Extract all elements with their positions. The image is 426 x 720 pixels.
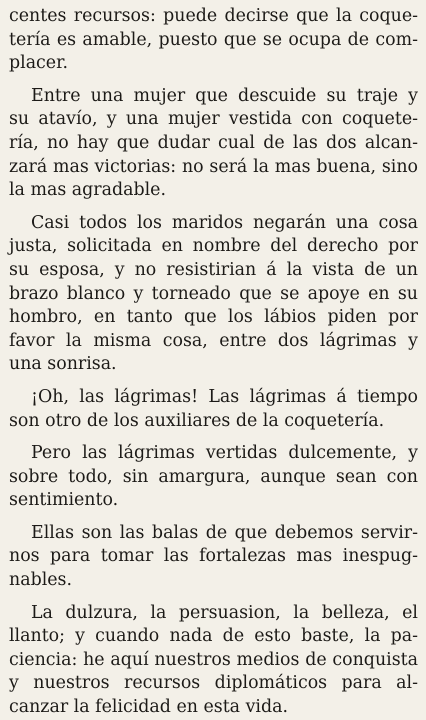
text-line: nos para tomar las fortalezas mas inespug- — [9, 546, 418, 567]
text-line: ¡Oh, las lágrimas! Las lágrimas á tiempo — [31, 386, 418, 407]
text-line: brazo blanco y torneado que se apoye en su — [9, 283, 418, 304]
text-line: sobre todo, sin amargura, aunque sean con — [9, 466, 418, 487]
text-line: ría, no hay que dudar cual de las dos alcan- — [9, 132, 418, 153]
paragraph-4 — [9, 386, 418, 433]
text-line: la mas agradable. — [9, 180, 166, 201]
text-line: llanto; y cuando nada de esto baste, la pa- — [9, 626, 418, 647]
text-line: placer. — [9, 53, 69, 74]
text-line: zará mas victorias: no será la mas buena, sino — [9, 156, 418, 177]
text-line: hombro, en tanto que los lábios piden por — [9, 307, 418, 328]
paragraph-7 — [9, 602, 418, 720]
text-line: tería es amable, puesto que se ocupa de com- — [9, 29, 418, 50]
paragraph-6 — [9, 522, 418, 593]
text-line: favor la misma cosa, entre dos lágrimas y — [9, 330, 418, 351]
text-line: su atavío, y una mujer vestida con coquete- — [9, 109, 418, 130]
text-line: sentimiento. — [9, 490, 119, 511]
text-line: Entre una mujer que descuide su traje y — [31, 85, 418, 106]
text-line: La dulzura, la persuasion, la belleza, el — [31, 602, 418, 623]
text-line: una sonrisa. — [9, 354, 117, 375]
text-line: centes recursos: puede decirse que la coque- — [9, 6, 418, 26]
paragraph-5 — [9, 442, 418, 513]
text-line: y nuestros recursos diplomáticos para al- — [9, 673, 418, 694]
text-line: nables. — [9, 570, 73, 591]
paragraph-2 — [9, 85, 418, 203]
text-line: Pero las lágrimas vertidas dulcemente, y — [31, 443, 418, 464]
text-line: su esposa, y no resistirian á la vista de un — [9, 259, 418, 280]
text-line: justa, solicitada en nombre del derecho por — [9, 236, 418, 257]
text-line: Ellas son las balas de que debemos servir- — [31, 522, 418, 543]
text-line: ciencia: he aquí nuestros medios de conquista — [9, 649, 418, 670]
text-line: Casi todos los maridos negarán una cosa — [31, 212, 418, 233]
text-line: canzar la felicidad en esta vida. — [9, 697, 288, 718]
text-line: son otro de los auxiliares de la coquetería. — [9, 410, 385, 431]
paragraph-3 — [9, 212, 418, 377]
paragraph-1 — [9, 5, 418, 76]
